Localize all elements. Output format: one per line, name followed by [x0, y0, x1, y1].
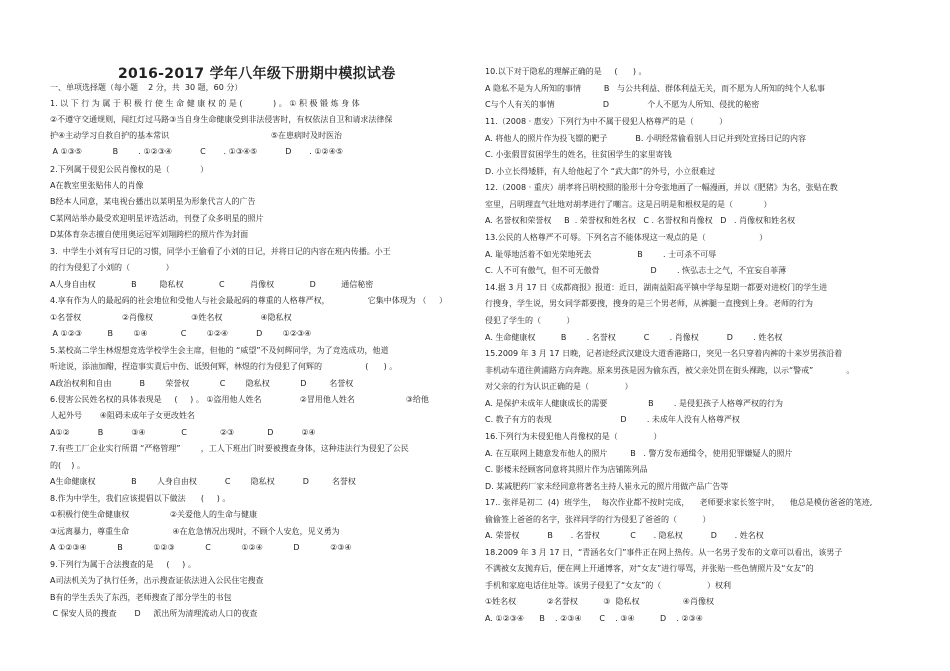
text-line: 9.下列行为属于合法搜查的是 ( ) 。	[50, 560, 196, 569]
text-line: A在教室里张贴伟人的肖像	[50, 181, 144, 190]
text-line: 3. 中学生小刘有写日记的习惯，同学小王偷看了小刘的日记，并将日记的内容在班内传播。小王	[50, 247, 391, 256]
text-line: 的行为侵犯了小刘的（ ）	[50, 263, 174, 272]
text-line: D. 小立长得矮胖，有人给他起了个 “武大郎”的外号，小立很难过	[485, 167, 716, 176]
text-line: 10.以下对于隐私的理解正确的是 ( ) 。	[485, 67, 647, 76]
text-line: 13.公民的人格尊严不可辱。下列名言不能体现这一观点的是（ ）	[485, 233, 768, 242]
text-line: 1. 以 下 行 为 属 于 积 极 行 使 生 命 健 康 权 的 是 ( ) 。 ① 积 极 锻 炼 身 体	[50, 99, 360, 108]
text-line: ②不遵守交通规则，闯红灯过马路③当自身生命健康受到非法侵害时，有权依法自卫和请求法律保	[50, 115, 393, 124]
text-line: 手机和家庭电话住址等。该男子侵犯了“女友”的（ ）权利	[485, 581, 732, 590]
text-line: A人身自由权 B 隐私权 C 肖像权 D 通信秘密	[50, 280, 374, 289]
text-line: A ①②③ B ①④ C ①②④ D ①②③④	[50, 329, 312, 338]
text-line: 16.下列行为未侵犯他人肖像权的是（ ）	[485, 432, 662, 441]
text-line: 侵犯了学生的（ ）	[485, 316, 575, 325]
text-line: ①名誉权 ②肖像权 ③姓名权 ④隐私权	[50, 313, 292, 322]
text-line: 11.（2008 · 惠安）下列行为中不属于侵犯人格尊严的是（ ）	[485, 117, 728, 126]
text-line: 室里，吕明理直气壮地对胡孝进行了嘲言。这是吕明是和根权是的是（ ）	[485, 200, 772, 209]
text-line: A. 荣誉权 B . 名誉权 C . 隐私权 D . 姓名权	[485, 531, 764, 540]
text-line: 的( ) 。	[50, 461, 85, 470]
text-line: 18.2009 年 3 月 17 日，“青涵名女门”事件正在网上热传。从一名男子发布的文章可以看出，该男子	[485, 548, 843, 557]
text-line: A生命健康权 B 人身自由权 C 隐私权 D 名誉权	[50, 477, 356, 486]
text-line: 行搜身，学生说，男女同学都要搜，搜身的是三个男老师，从裤腿一直搜到上身。老师的行为	[485, 299, 813, 308]
text-line: C与个人有关的事情 D 个人不愿为人所知、侵扰的秘密	[485, 100, 760, 109]
text-line: B经本人同意，某电视台播出以某明星为形象代言人的广告	[50, 197, 256, 206]
text-line: ①积极行使生命健康权 ②关爱他人的生命与健康	[50, 510, 258, 519]
text-line: A. 名誉权和荣誉权 B . 荣誉权和姓名权 C . 名誉权和肖像权 D . 肖像权和姓名权	[485, 216, 796, 225]
text-line: D某体育杂志擅自使用奥运冠军刘翔跨栏的照片作为封面	[50, 230, 249, 239]
text-line: C. 人不可有傲气，但不可无傲骨 D . 恢弘志士之气，不宜妄自菲薄	[485, 266, 787, 275]
text-line: 6.侵害公民姓名权的具体表现是 ( ) 。 ①盗用他人姓名 ②冒用他人姓名 ③给他	[50, 395, 429, 404]
text-line: 不满被女友抛弃后，便在网上开通博客，对“女友”进行辱骂，并张贴一些色情照片及“女友”的	[485, 564, 814, 573]
text-line: A①② B ③④ C ②③ D ②④	[50, 428, 316, 437]
text-line: D. 某减肥药厂家未经同意将著名主持人崔永元的照片用做产品广告等	[485, 482, 729, 491]
text-line: 7.有些工厂企业实行所谓 “严格管理” ，工人下班出门时要被搜查身体，这种违法行为侵犯了公民	[50, 444, 409, 453]
text-line: A. 是保护未成年人健康成长的需要 B . 是侵犯孩子人格尊严权的行为	[485, 399, 784, 408]
text-line: 17.. 张祥是初二 (4) 班学生， 每次作业都不按时完成， 老师要求家长签字时， 他总是模仿爸爸的笔迹,	[485, 498, 873, 507]
text-line: 一、单项选择题（每小题 2 分，共 30 题，60 分）	[50, 83, 243, 92]
text-line: 听途说，添油加醋，捏造事实責后中伤、诋毁何辉，林煜的行为侵犯了何辉的 ( ) 。	[50, 362, 398, 371]
text-line: C. 小张假冒贫困学生的姓名，往贫困学生的家里寄钱	[485, 150, 672, 159]
text-line: A. 在互联网上随意发布他人的照片 B . 警方发布通缉令，使用犯罪嫌疑人的照片	[485, 449, 793, 458]
text-line: A 隐私不是为人所知的事情 B 与公共利益、群体利益无关，而不愿为人所知的纯个人私事	[485, 84, 826, 93]
text-line: 5.某校高二学生林煜想竞选学校学生会主席，但他的 “威望”不及何辉同学，为了竞选成功，他道	[50, 346, 389, 355]
text-line: A ①③⑤ B . ①②③④ C . ①③④⑤ D . ①②④⑤	[50, 147, 344, 156]
text-line: C. 教子有方的表现 D . 未成年人没有人格尊严权	[485, 415, 740, 424]
text-line: 12.（2008 · 重庆）胡孝将吕明校照的脸形十分夸张地画了一幅漫画，并以《肥猪》为名，张贴在教	[485, 183, 838, 192]
text-line: 人起外号 ④阻碍未成年子女更改姓名	[50, 411, 195, 420]
text-line: 14.据 3 月 17 日《成都商报》报道：近日，湖南益阳高平镇中学每星期一都要对进校门的学生进	[485, 283, 828, 292]
text-line: B有的学生丢失了东西，老师搜查了部分学生的书包	[50, 593, 232, 602]
text-line: 2.下列属于侵犯公民肖像权的是（ ）	[50, 165, 209, 174]
text-line: 15.2009 年 3 月 17 日晚，记者途经武汉建设大道香港路口，突见一名只穿着内裤的十来岁男孩沿着	[485, 349, 843, 358]
text-line: 偷偷签上爸爸的名字，张祥同学的行为侵犯了爸爸的（ ）	[485, 515, 711, 524]
text-line: 4.享有作为人的最起码的社会地位和受他人与社会最起码的尊重的人格尊严权， 它集中体现为 （ ）	[50, 296, 448, 305]
text-line: 非机动车道往黄浦路方向奔跑。原来男孩是因为偷东西，被父亲处罚在街头裸跑，以示“警戒” 。	[485, 366, 855, 375]
text-line: A. 耻辱地活着不如光荣地死去 B . 士可杀不可辱	[485, 250, 717, 259]
text-line: A司法机关为了执行任务，出示搜查证依法进入公民住宅搜查	[50, 576, 264, 585]
text-line: A ①②③④ B ①②③ C ①②④ D ②③④	[50, 543, 352, 552]
text-line: ③远离暴力，尊重生命 ④在危急情况出现时，不顾个人安危，见义勇为	[50, 527, 340, 536]
text-line: A. 将他人的照片作为投飞镖的靶子 B. 小明经常偷看别人日记并到处宣扬日记的内容	[485, 134, 806, 143]
text-line: A. ①②③④ B . ②③④ C . ③④ D . ②③④	[485, 614, 703, 623]
text-line: A. 生命健康权 B . 名誉权 C . 肖像权 D . 姓名权	[485, 333, 783, 342]
text-line: C某网站举办最受欢迎明星评选活动，刊登了众多明星的照片	[50, 214, 264, 223]
text-line: C 保安人员的搜查 D 派出所为清理流动人口的夜查	[50, 609, 258, 618]
text-line: C. 影楼未经顾客同意将其照片作为店铺陈列品	[485, 465, 648, 474]
exam-title: 2016-2017 学年八年级下册期中模拟试卷	[118, 66, 396, 82]
text-line: 8.作为中学生，我们应该提倡以下做法 ( ) 。	[50, 494, 231, 503]
text-line: ①姓名权 ②名誉权 ③ 隐私权 ④肖像权	[485, 597, 714, 606]
text-line: A政治权利和自由 B 荣誉权 C 隐私权 D 名誉权	[50, 379, 354, 388]
text-line: 对父亲的行为认识正确的是（ ）	[485, 382, 633, 391]
text-line: 护④主动学习自救自护的基本常识 ⑤在患病时及时医治	[50, 131, 343, 140]
